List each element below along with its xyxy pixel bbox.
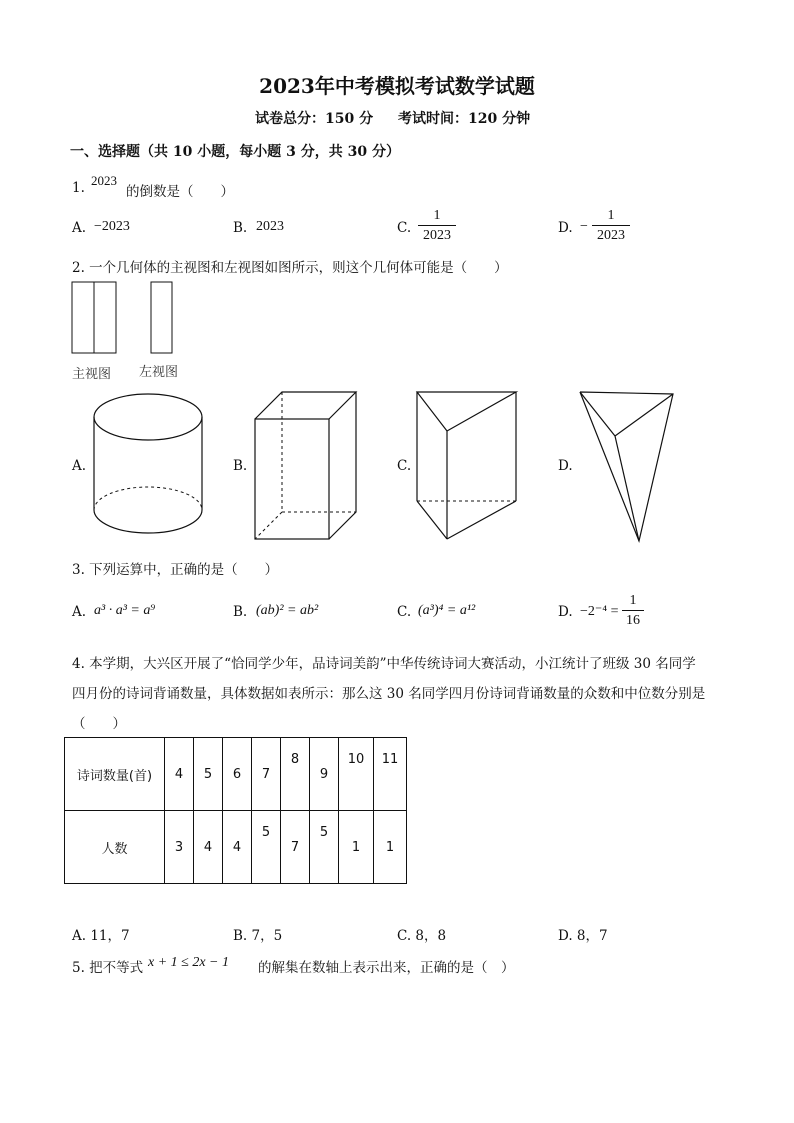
prism-top-face <box>417 392 516 431</box>
table-header-cell: 诗词数量(首) <box>65 738 165 811</box>
cuboid-hidden-edge-diagonal <box>255 512 282 539</box>
table-cell: 7 <box>252 738 281 811</box>
front-view-label: 主视图 <box>72 367 112 382</box>
q2-stem: 2. 一个几何体的主视图和左视图如图所示，则这个几何体可能是（ ） <box>72 260 508 276</box>
q5-inequality: x + 1 ≤ 2x − 1 <box>148 955 230 970</box>
q3-option-b-expr: (ab)² = ab² <box>256 603 319 618</box>
exam-time: 考试时间：120 分钟 <box>398 111 531 127</box>
q4-stem-line2: 四月份的诗词背诵数量，具体数据如表所示：那么这 30 名同学四月份诗词背诵数量的众数和中位数分别是 <box>72 686 706 702</box>
cuboid-right-edges <box>329 392 356 539</box>
q1-c-numerator: 1 <box>433 208 441 223</box>
q4-option-c: C. 8，8 <box>397 928 447 944</box>
q4-option-d: D. 8，7 <box>558 928 608 944</box>
table-row <box>65 811 407 884</box>
prism-figure <box>412 388 520 544</box>
table-header-cell: 人数 <box>65 811 165 884</box>
table-cell: 1 <box>374 811 407 884</box>
table-cell: 8 <box>281 738 310 811</box>
table-cell: 5 <box>252 811 281 884</box>
fraction-bar <box>622 610 644 611</box>
poem-count-table <box>64 737 407 884</box>
cuboid-top-edges <box>255 392 356 419</box>
q5-stem-post: 的解集在数轴上表示出来，正确的是（ ） <box>258 960 515 976</box>
q1-d-denominator: 2023 <box>597 228 625 243</box>
q1-sup: 2023 <box>91 173 117 188</box>
table-cell: 6 <box>223 738 252 811</box>
page-title: 2023年中考模拟考试数学试题 <box>259 74 535 98</box>
table-cell: 4 <box>194 811 223 884</box>
q1-option-d-sign: − <box>580 219 588 234</box>
cylinder-bottom-front <box>94 510 202 533</box>
q2-option-b-label: B. <box>233 458 248 474</box>
cylinder-figure <box>88 390 208 542</box>
q3-option-d-expr: −2⁻⁴ = <box>580 604 619 619</box>
total-score: 试卷总分：150 分 <box>255 111 374 127</box>
q3-stem: 3. 下列运算中，正确的是（ ） <box>72 562 279 578</box>
table-cell: 10 <box>339 738 374 811</box>
q1-option-d-label: D. <box>558 220 573 236</box>
q1-c-denominator: 2023 <box>423 228 451 243</box>
q4-stem-line1: 4. 本学期，大兴区开展了“恰同学少年，品诗词美韵”中华传统诗词大赛活动，小江统计了班级 30 名同学 <box>72 656 696 672</box>
q4-option-b: B. 7，5 <box>233 928 283 944</box>
table-cell: 4 <box>165 738 194 811</box>
q1-d-numerator: 1 <box>607 208 615 223</box>
table-cell: 1 <box>339 811 374 884</box>
tetrahedron-outline <box>580 392 673 541</box>
q3-d-denominator: 16 <box>626 613 640 628</box>
section-heading: 一、选择题（共 10 小题，每小题 3 分，共 30 分） <box>70 144 400 160</box>
q3-option-c-expr: (a³)⁴ = a¹² <box>418 603 476 618</box>
q1-option-b: 2023 <box>256 219 284 234</box>
prism-bottom-right <box>447 501 516 539</box>
q1-option-c-label: C. <box>397 220 412 236</box>
left-view-label: 左视图 <box>139 365 179 380</box>
q1-option-b-label: B. <box>233 220 248 236</box>
q2-option-c-label: C. <box>397 458 412 474</box>
q1-option-d-fraction <box>592 207 630 244</box>
q1-option-a-label: A. <box>72 220 87 236</box>
q3-option-b-label: B. <box>233 604 248 620</box>
table-cell: 7 <box>281 811 310 884</box>
q3-d-numerator: 1 <box>629 593 637 608</box>
cuboid-figure <box>250 388 362 544</box>
q5-stem-pre: 5. 把不等式 <box>72 960 144 976</box>
q2-option-a-label: A. <box>72 458 87 474</box>
q1-option-a: −2023 <box>94 219 130 234</box>
left-view-outline <box>151 282 172 353</box>
cylinder-top <box>94 394 202 440</box>
table-cell: 5 <box>194 738 223 811</box>
q2-option-d-label: D. <box>558 458 573 474</box>
cuboid-front-face <box>255 419 329 539</box>
three-view-figure <box>70 280 190 355</box>
table-row <box>65 738 407 811</box>
fraction-bar <box>418 225 456 226</box>
q4-option-a: A. 11，7 <box>72 928 130 944</box>
q1-option-c-fraction <box>418 207 456 244</box>
table-cell: 4 <box>223 811 252 884</box>
q3-option-a-label: A. <box>72 604 87 620</box>
fraction-bar <box>592 225 630 226</box>
cylinder-bottom-hidden <box>94 487 202 510</box>
table-cell: 11 <box>374 738 407 811</box>
table-cell: 5 <box>310 811 339 884</box>
tetrahedron-edge-1 <box>580 392 615 436</box>
tetrahedron-figure <box>577 388 677 544</box>
table-cell: 9 <box>310 738 339 811</box>
prism-bottom-left <box>417 501 447 539</box>
q3-option-d-label: D. <box>558 604 573 620</box>
table-cell: 3 <box>165 811 194 884</box>
q4-stem-line3: （ ） <box>72 716 126 732</box>
q3-option-a-expr: a³ · a³ = a⁹ <box>94 603 156 618</box>
q3-option-d-fraction <box>622 592 644 629</box>
q1-number: 1. <box>72 180 85 196</box>
q3-option-c-label: C. <box>397 604 412 620</box>
q1-stem: 的倒数是（ ） <box>126 184 234 200</box>
cuboid-hidden-edges <box>282 392 356 512</box>
